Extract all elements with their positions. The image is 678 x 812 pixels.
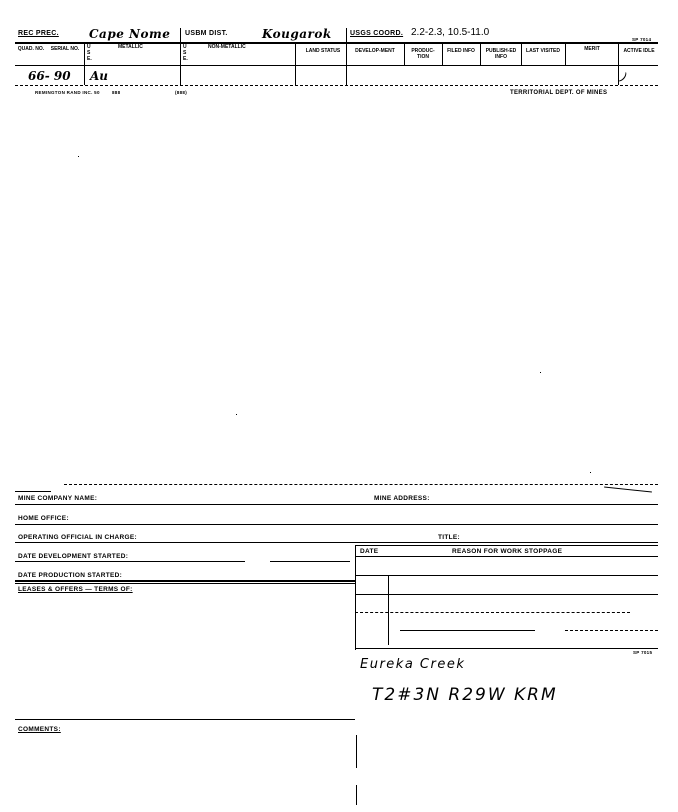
divider [565,43,566,65]
rule [604,486,652,492]
rule [400,630,535,631]
home-office-label: HOME OFFICE: [18,515,69,522]
footer-right: TERRITORIAL DEPT. OF MINES [510,90,608,96]
rec-prec-label: REC PREC. [18,30,59,37]
handwritten-township: T2#3N R29W KRM [372,685,558,705]
use-letters-metallic: U S E. [87,44,92,62]
rule [15,42,658,44]
mine-address-label: MINE ADDRESS: [374,495,430,502]
date-col-label: DATE [360,548,379,555]
rule [15,65,658,66]
rule [355,575,658,576]
footer-code: 888 [112,90,121,95]
rule [15,542,658,543]
col-last-visited: LAST VISITED [526,48,560,54]
quad-serial-value: 66- 90 [28,69,71,83]
metallic-value: Au [90,69,109,83]
quad-label: QUAD. NO. [17,46,45,52]
speck [236,414,237,415]
divider [295,43,296,85]
usbm-dist-value: Kougarok [262,27,332,41]
divider [180,28,181,85]
rule [15,85,658,86]
rule [64,484,658,485]
rule [15,719,355,720]
speck [590,472,591,473]
rule [355,594,658,595]
rule [270,561,350,562]
col-development: DEVELOP-MENT [355,48,395,54]
nonmetallic-label: NON-METALLIC [208,44,246,50]
serial-label: SERIAL NO. [50,46,80,52]
divider [346,28,347,85]
date-development-label: DATE DEVELOPMENT STARTED: [18,553,129,560]
footer-code-paren: (888) [175,90,188,95]
col-merit: MERIT [584,46,600,52]
col-production: PRODUC-TION [411,48,435,60]
reason-label: REASON FOR WORK STOPPAGE [452,548,563,555]
title-label: TITLE: [438,534,461,541]
date-production-label: DATE PRODUCTION STARTED: [18,572,123,579]
usgs-coord-label: USGS COORD. [350,30,404,37]
col-filed-info: FILED INFO [447,48,475,54]
divider [404,43,405,65]
operating-official-label: OPERATING OFFICIAL IN CHARGE: [18,534,137,541]
comments-label: COMMENTS: [18,726,61,733]
col-land-status: LAND STATUS [305,48,341,54]
rule [565,630,658,631]
leases-label: LEASES & OFFERS — TERMS OF: [18,586,133,593]
divider [84,43,85,85]
divider [521,43,522,65]
rule [15,580,355,582]
col-active-idle: ACTIVE IDLE [623,48,655,54]
usgs-coord-value: 2.2-2.3, 10.5-11.0 [411,27,490,38]
divider [356,735,357,768]
rule [355,545,658,546]
footer-left: REMINGTON RAND INC. 50 [35,90,100,95]
form-number-bottom: SP 7015 [633,650,653,655]
rule [355,612,630,613]
rule [355,556,658,557]
speck [78,156,79,157]
rule [15,491,51,492]
speck [540,372,541,373]
metallic-label: METALLIC [118,44,143,50]
rule [15,504,658,505]
rule [15,561,245,562]
col-published-info: PUBLISH-ED INFO [485,48,517,60]
divider [388,575,389,645]
active-mark: ) [617,70,631,84]
usbm-dist-label: USBM DIST. [185,30,228,37]
mine-company-label: MINE COMPANY NAME: [18,495,98,502]
divider [355,545,356,650]
rule [15,524,658,525]
handwritten-location: Eureka Creek [360,657,466,672]
rec-prec-value: Cape Nome [89,27,171,41]
divider [480,43,481,65]
divider [442,43,443,65]
use-letters-nonmetallic: U S E. [183,44,188,62]
rule [355,648,658,649]
divider [356,785,357,805]
rule [15,583,355,584]
form-number-top: SP 7014 [632,37,652,42]
